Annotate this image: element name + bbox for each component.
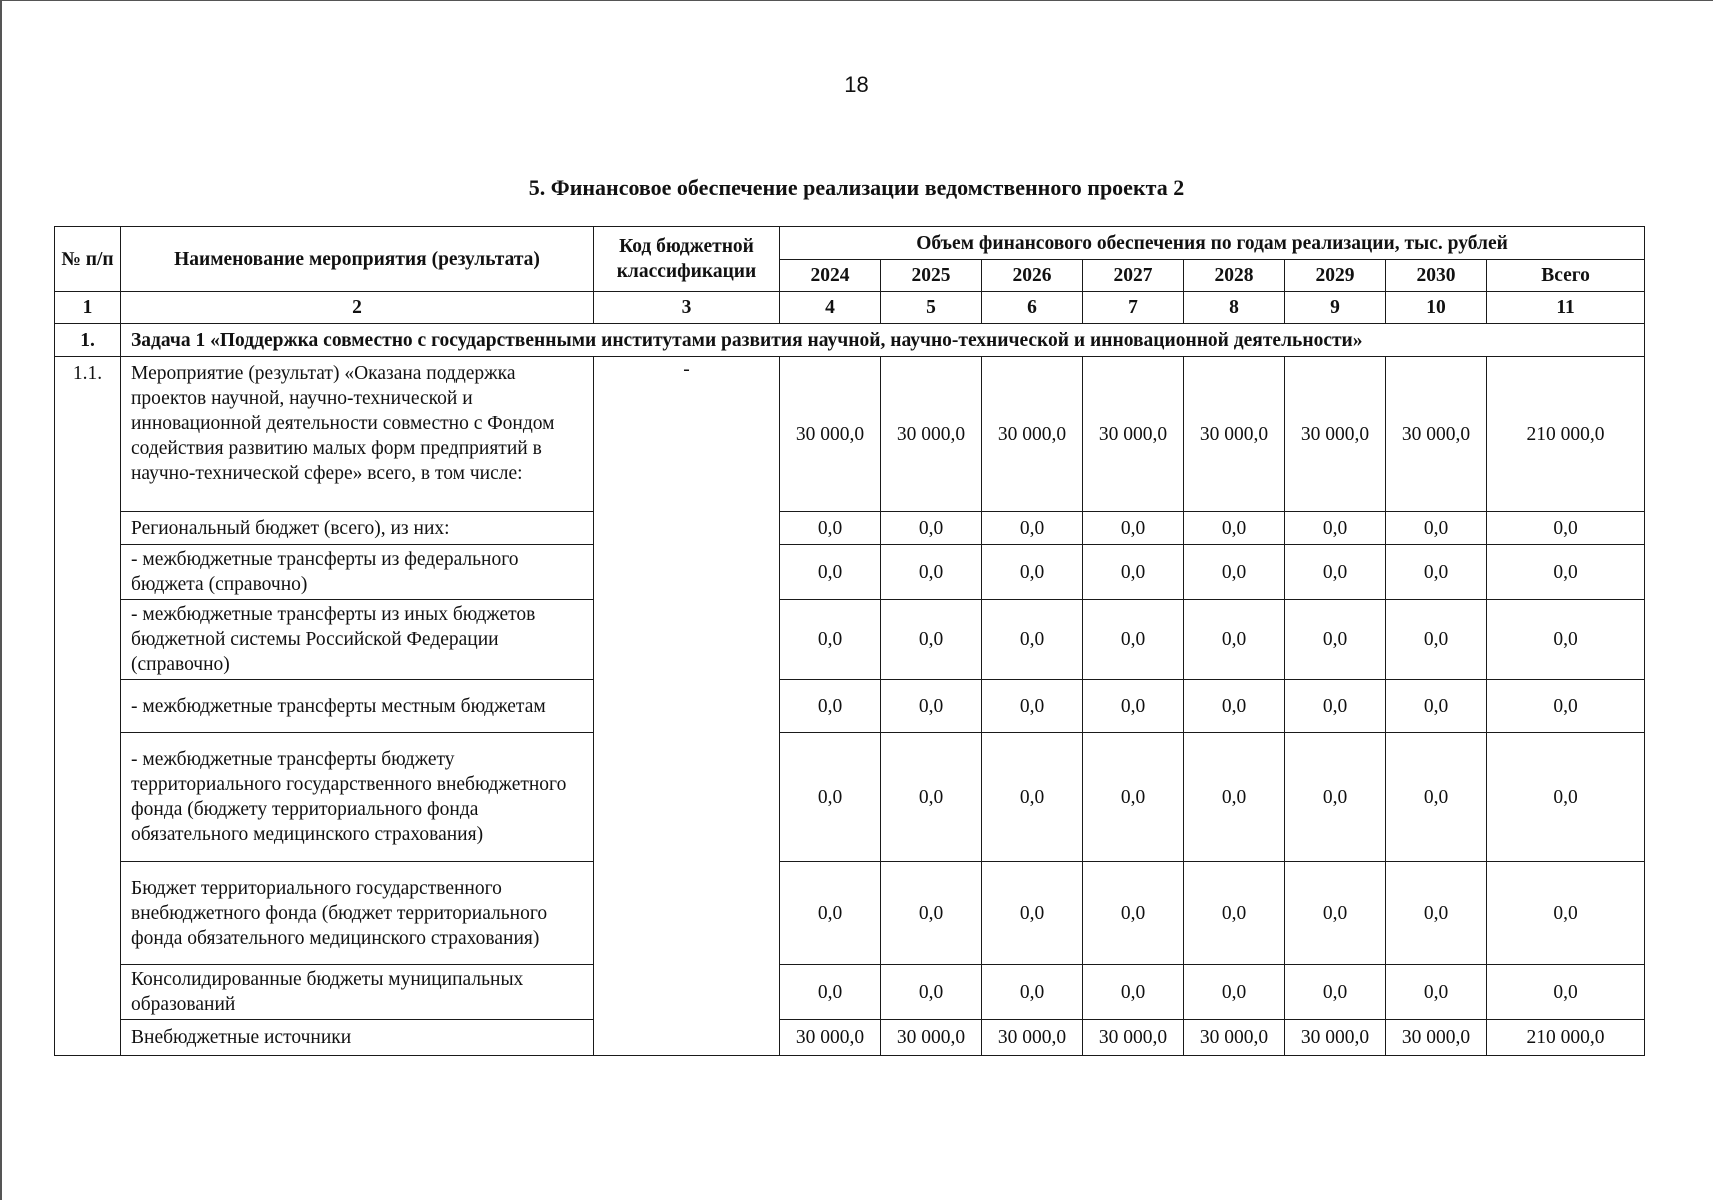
value-cell: 0,0 <box>1184 680 1285 733</box>
value-cell: 0,0 <box>982 600 1083 680</box>
value-cell: 30 000,0 <box>1386 1020 1487 1056</box>
page-number: 18 <box>844 72 869 97</box>
column-number: 10 <box>1386 292 1487 324</box>
row-name: - межбюджетные трансферты из иных бюджетов бюджетной системы Российской Федерации (справочно) <box>121 600 594 680</box>
value-cell: 0,0 <box>1083 680 1184 733</box>
header-row-1 <box>55 227 1645 260</box>
value-cell: 0,0 <box>780 600 881 680</box>
row-name: - межбюджетные трансферты из федерального бюджета (справочно) <box>121 545 594 600</box>
value-cell: 0,0 <box>780 545 881 600</box>
value-cell: 0,0 <box>881 680 982 733</box>
table-row <box>55 680 1645 733</box>
value-cell: 0,0 <box>1285 600 1386 680</box>
value-cell: 0,0 <box>1184 512 1285 545</box>
total-cell: 0,0 <box>1487 733 1645 862</box>
value-cell: 0,0 <box>1184 545 1285 600</box>
header-volume: Объем финансового обеспечения по годам реализации, тыс. рублей <box>780 227 1645 260</box>
value-cell: 0,0 <box>780 965 881 1020</box>
scan-edge-top <box>0 0 1713 1</box>
column-number: 4 <box>780 292 881 324</box>
value-cell: 0,0 <box>982 545 1083 600</box>
value-cell: 0,0 <box>1083 862 1184 965</box>
value-cell: 0,0 <box>1083 965 1184 1020</box>
value-cell: 0,0 <box>1083 600 1184 680</box>
value-cell: 30 000,0 <box>881 1020 982 1056</box>
total-cell: 0,0 <box>1487 680 1645 733</box>
row-name: Бюджет территориального государственного внебюджетного фонда (бюджет территориального фонда обязательного медицинского страхования) <box>121 862 594 965</box>
value-cell: 30 000,0 <box>1386 357 1487 512</box>
value-cell: 0,0 <box>1386 862 1487 965</box>
table-row <box>55 1020 1645 1056</box>
row-name: Мероприятие (результат) «Оказана поддержка проектов научной, научно-технической и инновационной деятельности совместно с Фондом содействия развитию малых форм предприятий в научно-технической сфере» всего, в том числе: <box>121 357 594 512</box>
table-row <box>55 733 1645 862</box>
table-row <box>55 512 1645 545</box>
column-number: 7 <box>1083 292 1184 324</box>
row-name: Региональный бюджет (всего), из них: <box>121 512 594 545</box>
value-cell: 0,0 <box>881 733 982 862</box>
total-cell: 0,0 <box>1487 545 1645 600</box>
value-cell: 0,0 <box>780 862 881 965</box>
value-cell: 30 000,0 <box>1285 357 1386 512</box>
value-cell: 0,0 <box>1083 733 1184 862</box>
value-cell: 0,0 <box>1184 965 1285 1020</box>
value-cell: 0,0 <box>1285 680 1386 733</box>
total-cell: 0,0 <box>1487 862 1645 965</box>
value-cell: 0,0 <box>982 733 1083 862</box>
value-cell: 0,0 <box>1386 600 1487 680</box>
value-cell: 30 000,0 <box>1184 357 1285 512</box>
value-cell: 0,0 <box>780 733 881 862</box>
header-year: 2030 <box>1386 260 1487 292</box>
table-row <box>55 965 1645 1020</box>
section-title: 5. Финансовое обеспечение реализации ведомственного проекта 2 <box>528 175 1185 200</box>
header-total: Всего <box>1487 260 1645 292</box>
value-cell: 0,0 <box>1285 733 1386 862</box>
column-number: 9 <box>1285 292 1386 324</box>
value-cell: 0,0 <box>982 512 1083 545</box>
total-cell: 0,0 <box>1487 965 1645 1020</box>
header-year: 2027 <box>1083 260 1184 292</box>
value-cell: 0,0 <box>881 965 982 1020</box>
value-cell: 0,0 <box>1184 862 1285 965</box>
value-cell: 0,0 <box>1386 733 1487 862</box>
value-cell: 30 000,0 <box>1083 1020 1184 1056</box>
column-number: 2 <box>121 292 594 324</box>
value-cell: 0,0 <box>1083 545 1184 600</box>
column-number: 1 <box>55 292 121 324</box>
value-cell: 0,0 <box>881 600 982 680</box>
header-code: Код бюджетной классификации <box>594 227 780 292</box>
column-number: 3 <box>594 292 780 324</box>
header-year: 2029 <box>1285 260 1386 292</box>
value-cell: 30 000,0 <box>1184 1020 1285 1056</box>
value-cell: 30 000,0 <box>780 1020 881 1056</box>
value-cell: 0,0 <box>1386 512 1487 545</box>
table-row <box>55 600 1645 680</box>
value-cell: 0,0 <box>1184 733 1285 862</box>
header-year: 2024 <box>780 260 881 292</box>
row-name: Консолидированные бюджеты муниципальных образований <box>121 965 594 1020</box>
value-cell: 0,0 <box>1285 545 1386 600</box>
value-cell: 0,0 <box>881 512 982 545</box>
column-number: 11 <box>1487 292 1645 324</box>
total-cell: 0,0 <box>1487 512 1645 545</box>
item-num: 1.1. <box>55 357 121 1056</box>
value-cell: 0,0 <box>1386 965 1487 1020</box>
task-title: Задача 1 «Поддержка совместно с государственными институтами развития научной, научно-технической и инновационной деятельности» <box>121 324 1645 357</box>
header-year: 2025 <box>881 260 982 292</box>
row-name: - межбюджетные трансферты местным бюджетам <box>121 680 594 733</box>
header-year: 2028 <box>1184 260 1285 292</box>
value-cell: 0,0 <box>1285 512 1386 545</box>
value-cell: 0,0 <box>1285 965 1386 1020</box>
value-cell: 0,0 <box>1386 680 1487 733</box>
header-name: Наименование мероприятия (результата) <box>121 227 594 292</box>
value-cell: 30 000,0 <box>780 357 881 512</box>
value-cell: 0,0 <box>881 545 982 600</box>
task-row <box>55 324 1645 357</box>
total-cell: 210 000,0 <box>1487 1020 1645 1056</box>
value-cell: 0,0 <box>1083 512 1184 545</box>
column-number: 5 <box>881 292 982 324</box>
financing-table <box>54 226 1645 1056</box>
header-num: № п/п <box>55 227 121 292</box>
column-number: 6 <box>982 292 1083 324</box>
column-number: 8 <box>1184 292 1285 324</box>
column-number-row <box>55 292 1645 324</box>
table-row <box>55 545 1645 600</box>
value-cell: 0,0 <box>982 862 1083 965</box>
value-cell: 30 000,0 <box>1285 1020 1386 1056</box>
value-cell: 0,0 <box>982 680 1083 733</box>
value-cell: 0,0 <box>780 512 881 545</box>
value-cell: 30 000,0 <box>1083 357 1184 512</box>
row-name: - межбюджетные трансферты бюджету территориального государственного внебюджетного фонда (бюджету территориального фонда обязательного медицинского страхования) <box>121 733 594 862</box>
task-num: 1. <box>55 324 121 357</box>
total-cell: 210 000,0 <box>1487 357 1645 512</box>
table-row <box>55 357 1645 512</box>
value-cell: 30 000,0 <box>982 357 1083 512</box>
value-cell: 0,0 <box>1285 862 1386 965</box>
table-row <box>55 862 1645 965</box>
value-cell: 30 000,0 <box>982 1020 1083 1056</box>
value-cell: 0,0 <box>1386 545 1487 600</box>
item-code: - <box>594 357 780 1056</box>
row-name: Внебюджетные источники <box>121 1020 594 1056</box>
value-cell: 0,0 <box>881 862 982 965</box>
header-year: 2026 <box>982 260 1083 292</box>
value-cell: 0,0 <box>1184 600 1285 680</box>
value-cell: 0,0 <box>780 680 881 733</box>
value-cell: 30 000,0 <box>881 357 982 512</box>
total-cell: 0,0 <box>1487 600 1645 680</box>
value-cell: 0,0 <box>982 965 1083 1020</box>
